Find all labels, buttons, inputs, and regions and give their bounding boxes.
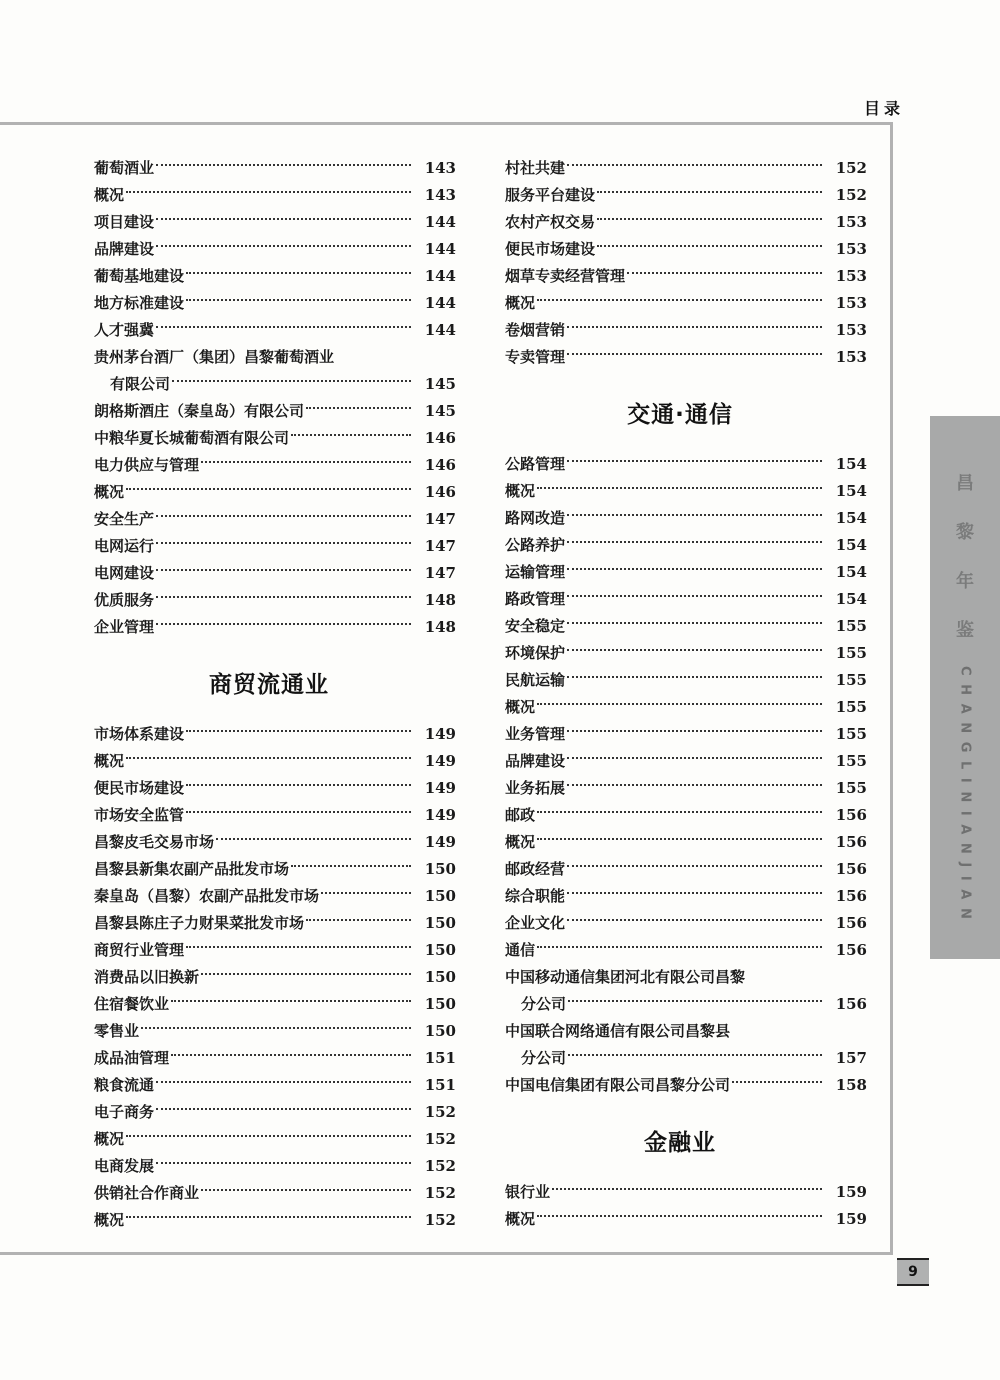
toc-entry-page: 152: [424, 1130, 456, 1148]
toc-entry-page: 156: [835, 860, 867, 878]
toc-entry[interactable]: [94, 1018, 456, 1045]
toc-entry-label: 企业文化: [505, 914, 566, 932]
toc-entry-page: 152: [835, 186, 867, 204]
toc-entry-label: 贵州茅台酒厂（集团）昌黎葡萄酒业: [94, 348, 335, 366]
dot-leader: [567, 568, 822, 570]
toc-entry-page: 155: [835, 644, 867, 662]
dot-leader: [201, 973, 411, 975]
toc-entry[interactable]: [505, 640, 867, 667]
toc-entry-label: 邮政经营: [505, 860, 566, 878]
dot-leader: [567, 541, 822, 543]
toc-entry-page: 156: [835, 833, 867, 851]
toc-entry[interactable]: [94, 1180, 456, 1207]
toc-entry[interactable]: [94, 425, 456, 452]
toc-entry-page: 150: [424, 941, 456, 959]
toc-entry[interactable]: [505, 182, 867, 209]
toc-entry[interactable]: [94, 209, 456, 236]
toc-entry-page: 155: [835, 617, 867, 635]
toc-entry-page: 145: [424, 375, 456, 393]
toc-entry[interactable]: [505, 991, 867, 1018]
toc-entry-page: 155: [835, 752, 867, 770]
dot-leader: [732, 1081, 822, 1083]
toc-entry-page: 153: [835, 213, 867, 231]
toc-entry-label: 路政管理: [505, 590, 566, 608]
toc-entry[interactable]: [505, 856, 867, 883]
toc-entry-page: 152: [835, 159, 867, 177]
toc-entry-page: 144: [424, 267, 456, 285]
dot-leader: [156, 218, 411, 220]
dot-leader: [156, 1108, 411, 1110]
toc-entry-page: 153: [835, 240, 867, 258]
toc-entry[interactable]: [94, 371, 456, 398]
toc-entry[interactable]: [505, 236, 867, 263]
toc-entry-page: 151: [424, 1076, 456, 1094]
toc-entry[interactable]: [94, 937, 456, 964]
section-title: 交通·通信: [627, 402, 733, 428]
toc-entry-label: 电力供应与管理: [94, 456, 200, 474]
dot-leader: [537, 838, 822, 840]
section-title: 金融业: [644, 1130, 716, 1156]
toc-entry-label: 朗格斯酒庄（秦皇岛）有限公司: [94, 402, 305, 420]
dot-leader: [306, 919, 411, 921]
toc-entry[interactable]: [94, 1153, 456, 1180]
toc-entry-label: 概况: [94, 186, 125, 204]
dot-leader: [552, 1188, 822, 1190]
dot-leader: [567, 757, 822, 759]
toc-entry-label: 昌黎县新集农副产品批发市场: [94, 860, 290, 878]
toc-entry-label: 卷烟营销: [505, 321, 566, 339]
toc-entry[interactable]: [94, 991, 456, 1018]
toc-entry-page: 154: [835, 509, 867, 527]
dot-leader: [306, 407, 411, 409]
toc-entry-label: 银行业: [505, 1183, 551, 1201]
toc-entry-label: 人才强冀: [94, 321, 155, 339]
dot-leader: [627, 272, 822, 274]
toc-right-column: [505, 155, 867, 1233]
toc-entry[interactable]: [94, 748, 456, 775]
toc-entry-page: 155: [835, 725, 867, 743]
toc-entry[interactable]: [505, 532, 867, 559]
toc-entry[interactable]: [94, 829, 456, 856]
toc-entry-page: 153: [835, 267, 867, 285]
dot-leader: [156, 1162, 411, 1164]
toc-entry-label: 昌黎县陈庄子力财果菜批发市场: [94, 914, 305, 932]
dot-leader: [186, 730, 411, 732]
side-tab: [930, 416, 1000, 959]
toc-entry[interactable]: [94, 452, 456, 479]
dot-leader: [568, 1000, 822, 1002]
toc-entry-label: 服务平台建设: [505, 186, 596, 204]
dot-leader: [537, 946, 822, 948]
dot-leader: [156, 569, 411, 571]
toc-entry[interactable]: [94, 1126, 456, 1153]
toc-entry-label: 村社共建: [505, 159, 566, 177]
dot-leader: [126, 191, 411, 193]
dot-leader: [321, 892, 411, 894]
toc-entry-page: 151: [424, 1049, 456, 1067]
toc-entry-label: 运输管理: [505, 563, 566, 581]
page-number: 9: [897, 1258, 929, 1286]
toc-entry[interactable]: [505, 451, 867, 478]
toc-entry-page: 150: [424, 887, 456, 905]
toc-entry-label: 住宿餐饮业: [94, 995, 170, 1013]
toc-entry[interactable]: [505, 155, 867, 182]
toc-entry-page: 154: [835, 455, 867, 473]
toc-entry-label: 电网运行: [94, 537, 155, 555]
toc-entry[interactable]: [505, 478, 867, 505]
dot-leader: [567, 865, 822, 867]
toc-entry-page: 143: [424, 186, 456, 204]
toc-entry[interactable]: [505, 1045, 867, 1072]
toc-entry-label: 公路管理: [505, 455, 566, 473]
toc-entry-label: 环境保护: [505, 644, 566, 662]
toc-entry[interactable]: [94, 587, 456, 614]
toc-entry-label: 业务拓展: [505, 779, 566, 797]
toc-entry-page: 153: [835, 321, 867, 339]
dot-leader: [156, 542, 411, 544]
toc-entry-page: 147: [424, 564, 456, 582]
toc-entry-label: 综合职能: [505, 887, 566, 905]
toc-entry-label: 零售业: [94, 1022, 140, 1040]
dot-leader: [172, 380, 411, 382]
toc-entry[interactable]: [94, 236, 456, 263]
toc-entry[interactable]: [94, 1072, 456, 1099]
dot-leader: [567, 460, 822, 462]
toc-entry-label: 邮政: [505, 806, 536, 824]
dot-leader: [537, 1215, 822, 1217]
toc-entry-page: 146: [424, 456, 456, 474]
toc-entry-page: 146: [424, 483, 456, 501]
toc-entry[interactable]: [505, 667, 867, 694]
toc-entry-page: 150: [424, 968, 456, 986]
toc-entry[interactable]: [94, 290, 456, 317]
toc-entry-page: 155: [835, 698, 867, 716]
toc-entry-label: 品牌建设: [505, 752, 566, 770]
dot-leader: [537, 703, 822, 705]
toc-entry-label: 优质服务: [94, 591, 155, 609]
toc-entry-label: 概况: [94, 752, 125, 770]
toc-entry-page: 144: [424, 213, 456, 231]
toc-entry[interactable]: [505, 1018, 855, 1045]
toc-entry-page: 153: [835, 348, 867, 366]
toc-left-column: [94, 155, 456, 1234]
toc-entry[interactable]: [505, 505, 867, 532]
dot-leader: [567, 326, 822, 328]
dot-leader: [141, 1027, 411, 1029]
dot-leader: [156, 164, 411, 166]
toc-entry-label: 概况: [505, 833, 536, 851]
toc-entry-page: 157: [835, 1049, 867, 1067]
toc-entry[interactable]: [505, 694, 867, 721]
side-tab-char: 年: [956, 571, 974, 592]
toc-entry-label: 消费品以旧换新: [94, 968, 200, 986]
toc-entry[interactable]: [505, 586, 867, 613]
toc-entry-label: 烟草专卖经营管理: [505, 267, 626, 285]
toc-entry[interactable]: [505, 344, 867, 371]
dot-leader: [567, 892, 822, 894]
header-title: 目录: [864, 99, 905, 118]
toc-entry-page: 149: [424, 725, 456, 743]
toc-entry[interactable]: [505, 721, 867, 748]
side-tab-char: 黎: [956, 522, 974, 543]
dot-leader: [156, 596, 411, 598]
section-title: 商贸流通业: [209, 672, 329, 698]
dot-leader: [126, 488, 411, 490]
toc-entry[interactable]: [505, 937, 867, 964]
toc-entry-page: 145: [424, 402, 456, 420]
toc-entry-page: 144: [424, 321, 456, 339]
dot-leader: [567, 622, 822, 624]
toc-entry-page: 146: [424, 429, 456, 447]
dot-leader: [567, 730, 822, 732]
dot-leader: [567, 595, 822, 597]
toc-entry[interactable]: [505, 910, 867, 937]
toc-entry-label: 分公司: [521, 1049, 567, 1067]
toc-entry[interactable]: [94, 856, 456, 883]
toc-entry[interactable]: [94, 1207, 456, 1234]
toc-entry-label: 公路养护: [505, 536, 566, 554]
toc-entry-page: 149: [424, 752, 456, 770]
toc-entry[interactable]: [94, 802, 456, 829]
toc-entry[interactable]: [505, 802, 867, 829]
dot-leader: [291, 434, 411, 436]
toc-entry[interactable]: [94, 560, 456, 587]
toc-entry-label: 供销社合作商业: [94, 1184, 200, 1202]
toc-entry[interactable]: [505, 290, 867, 317]
toc-entry-page: 150: [424, 1022, 456, 1040]
toc-entry[interactable]: [94, 506, 456, 533]
toc-entry[interactable]: [505, 829, 867, 856]
toc-entry-label: 秦皇岛（昌黎）农副产品批发市场: [94, 887, 320, 905]
toc-entry[interactable]: [505, 263, 867, 290]
toc-entry[interactable]: [505, 1179, 867, 1206]
toc-entry-label: 概况: [94, 1130, 125, 1148]
toc-entry-label: 专卖管理: [505, 348, 566, 366]
dot-leader: [567, 353, 822, 355]
toc-entry-label: 昌黎皮毛交易市场: [94, 833, 215, 851]
toc-entry-page: 154: [835, 590, 867, 608]
toc-entry-label: 项目建设: [94, 213, 155, 231]
toc-entry-label: 品牌建设: [94, 240, 155, 258]
toc-entry-label: 便民市场建设: [94, 779, 185, 797]
toc-entry[interactable]: [94, 775, 456, 802]
toc-entry[interactable]: [94, 964, 456, 991]
toc-entry[interactable]: [94, 182, 456, 209]
toc-entry-label: 民航运输: [505, 671, 566, 689]
toc-entry-label: 市场体系建设: [94, 725, 185, 743]
toc-entry-page: 149: [424, 806, 456, 824]
toc-entry-label: 中粮华夏长城葡萄酒有限公司: [94, 429, 290, 447]
dot-leader: [171, 1000, 411, 1002]
toc-entry-page: 150: [424, 860, 456, 878]
toc-entry[interactable]: [505, 964, 855, 991]
toc-entry[interactable]: [94, 398, 456, 425]
dot-leader: [186, 811, 411, 813]
toc-entry-page: 150: [424, 995, 456, 1013]
dot-leader: [156, 515, 411, 517]
toc-entry-page: 152: [424, 1103, 456, 1121]
toc-entry-label: 通信: [505, 941, 536, 959]
dot-leader: [597, 245, 822, 247]
toc-entry[interactable]: [94, 1045, 456, 1072]
toc-entry-label: 农村产权交易: [505, 213, 596, 231]
toc-entry-page: 152: [424, 1211, 456, 1229]
toc-entry[interactable]: [505, 613, 867, 640]
toc-entry-label: 企业管理: [94, 618, 155, 636]
toc-entry[interactable]: [94, 263, 456, 290]
toc-entry-page: 150: [424, 914, 456, 932]
toc-entry[interactable]: [505, 1206, 867, 1233]
toc-entry-label: 葡萄酒业: [94, 159, 155, 177]
toc-entry-page: 149: [424, 833, 456, 851]
toc-entry-page: 144: [424, 240, 456, 258]
dot-leader: [156, 326, 411, 328]
toc-entry-page: 156: [835, 914, 867, 932]
toc-entry[interactable]: [505, 883, 867, 910]
toc-entry-page: 149: [424, 779, 456, 797]
toc-entry-page: 155: [835, 671, 867, 689]
toc-entry[interactable]: [505, 775, 867, 802]
toc-entry[interactable]: [505, 559, 867, 586]
toc-entry-page: 152: [424, 1184, 456, 1202]
toc-entry-label: 中国电信集团有限公司昌黎分公司: [505, 1076, 731, 1094]
toc-entry-label: 电网建设: [94, 564, 155, 582]
dot-leader: [567, 919, 822, 921]
toc-entry-label: 粮食流通: [94, 1076, 155, 1094]
dot-leader: [537, 299, 822, 301]
toc-entry-label: 成品油管理: [94, 1049, 170, 1067]
toc-entry[interactable]: [94, 883, 456, 910]
toc-entry[interactable]: [505, 317, 867, 344]
dot-leader: [171, 1054, 411, 1056]
dot-leader: [156, 245, 411, 247]
toc-entry[interactable]: [94, 533, 456, 560]
toc-entry-label: 路网改造: [505, 509, 566, 527]
toc-entry-label: 分公司: [521, 995, 567, 1013]
toc-entry-page: 147: [424, 537, 456, 555]
toc-entry-page: 143: [424, 159, 456, 177]
side-tab-char: 鉴: [956, 620, 974, 641]
dot-leader: [216, 838, 411, 840]
toc-entry-label: 概况: [505, 698, 536, 716]
toc-entry-label: 中国移动通信集团河北有限公司昌黎: [505, 968, 746, 986]
toc-entry-page: 144: [424, 294, 456, 312]
dot-leader: [567, 164, 822, 166]
dot-leader: [156, 623, 411, 625]
dot-leader: [186, 946, 411, 948]
toc-entry-label: 地方标准建设: [94, 294, 185, 312]
toc-entry-label: 葡萄基地建设: [94, 267, 185, 285]
toc-entry-label: 安全生产: [94, 510, 155, 528]
dot-leader: [126, 1135, 411, 1137]
toc-entry-page: 148: [424, 591, 456, 609]
toc-entry[interactable]: [94, 344, 444, 371]
toc-entry-label: 市场安全监管: [94, 806, 185, 824]
toc-entry[interactable]: [94, 721, 456, 748]
toc-entry-label: 中国联合网络通信有限公司昌黎县: [505, 1022, 731, 1040]
toc-entry-page: 156: [835, 995, 867, 1013]
dot-leader: [567, 784, 822, 786]
toc-entry-page: 154: [835, 482, 867, 500]
dot-leader: [537, 487, 822, 489]
dot-leader: [597, 218, 822, 220]
toc-entry-page: 154: [835, 536, 867, 554]
toc-entry-page: 156: [835, 887, 867, 905]
toc-entry-label: 概况: [505, 482, 536, 500]
toc-entry-label: 业务管理: [505, 725, 566, 743]
toc-entry[interactable]: [505, 748, 867, 775]
toc-entry-page: 156: [835, 806, 867, 824]
dot-leader: [126, 1216, 411, 1218]
toc-entry[interactable]: [94, 317, 456, 344]
dot-leader: [186, 272, 411, 274]
dot-leader: [567, 649, 822, 651]
toc-entry[interactable]: [94, 479, 456, 506]
dot-leader: [568, 1054, 822, 1056]
toc-entry-label: 有限公司: [110, 375, 171, 393]
toc-entry[interactable]: [94, 1099, 456, 1126]
dot-leader: [186, 784, 411, 786]
toc-entry[interactable]: [94, 155, 456, 182]
dot-leader: [597, 191, 822, 193]
dot-leader: [567, 514, 822, 516]
toc-entry[interactable]: [505, 209, 867, 236]
toc-entry[interactable]: [94, 614, 456, 641]
toc-entry-label: 概况: [94, 1211, 125, 1229]
toc-entry-label: 安全稳定: [505, 617, 566, 635]
toc-entry-label: 概况: [94, 483, 125, 501]
dot-leader: [291, 865, 411, 867]
toc-entry-label: 商贸行业管理: [94, 941, 185, 959]
dot-leader: [126, 757, 411, 759]
toc-entry-page: 147: [424, 510, 456, 528]
dot-leader: [186, 299, 411, 301]
toc-entry-page: 156: [835, 941, 867, 959]
toc-entry-label: 概况: [505, 1210, 536, 1228]
toc-entry-page: 154: [835, 563, 867, 581]
toc-entry-label: 电子商务: [94, 1103, 155, 1121]
dot-leader: [201, 461, 411, 463]
toc-entry-label: 便民市场建设: [505, 240, 596, 258]
toc-entry-page: 159: [835, 1210, 867, 1228]
toc-entry-page: 155: [835, 779, 867, 797]
side-tab-pinyin: CHANGLINIANJIAN: [957, 666, 973, 928]
dot-leader: [156, 1081, 411, 1083]
dot-leader: [567, 676, 822, 678]
toc-entry-page: 152: [424, 1157, 456, 1175]
toc-entry-label: 概况: [505, 294, 536, 312]
toc-entry[interactable]: [505, 1072, 867, 1099]
dot-leader: [201, 1189, 411, 1191]
side-tab-char: 昌: [956, 473, 974, 494]
toc-entry-page: 148: [424, 618, 456, 636]
toc-entry-page: 159: [835, 1183, 867, 1201]
toc-entry[interactable]: [94, 910, 456, 937]
toc-entry-page: 153: [835, 294, 867, 312]
toc-entry-page: 158: [835, 1076, 867, 1094]
toc-entry-label: 电商发展: [94, 1157, 155, 1175]
dot-leader: [537, 811, 822, 813]
